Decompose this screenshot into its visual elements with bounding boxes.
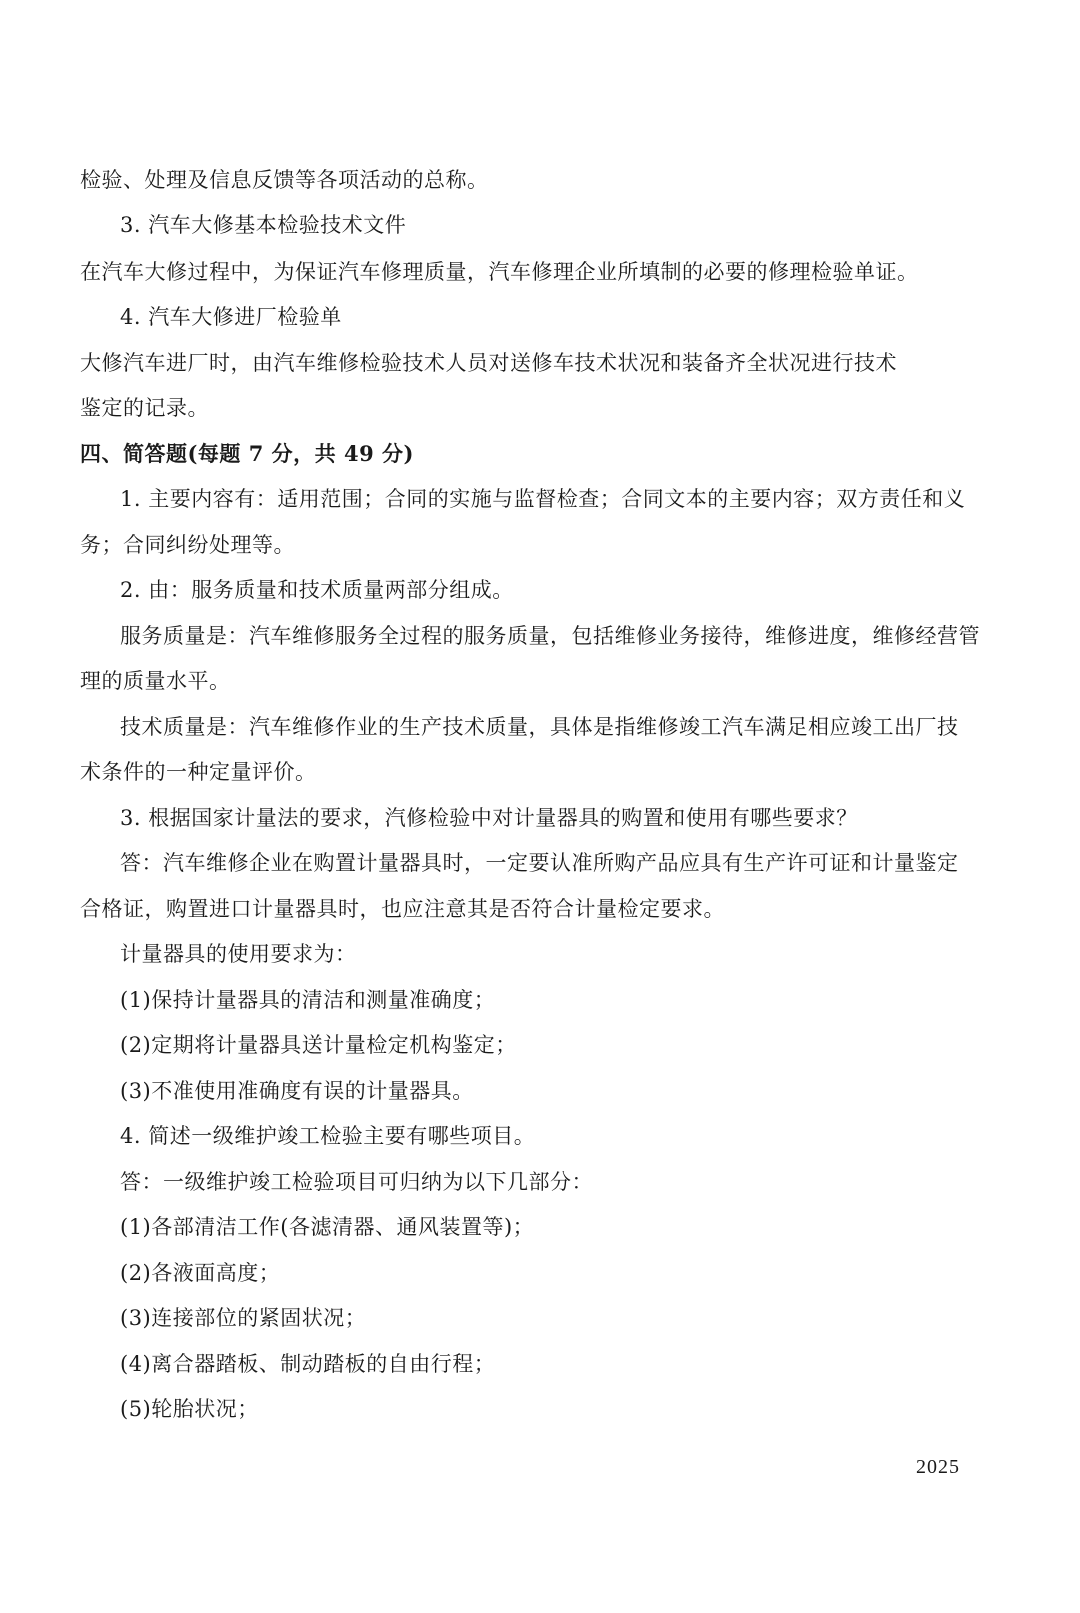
text-line: 务；合同纠纷处理等。 (80, 533, 295, 557)
text-line: 2. 由：服务质量和技术质量两部分组成。 (120, 578, 514, 602)
text-line: 服务质量是：汽车维修服务全过程的服务质量，包括维修业务接待，维修进度，维修经营管 (120, 624, 980, 648)
text-line: 大修汽车进厂时，由汽车维修检验技术人员对送修车技术状况和装备齐全状况进行技术 (80, 351, 897, 375)
list-item: (4)离合器踏板、制动踏板的自由行程； (120, 1352, 496, 1376)
list-item: (2)定期将计量器具送计量检定机构鉴定； (120, 1033, 517, 1057)
text-line: 鉴定的记录。 (80, 396, 209, 420)
text-line: 术条件的一种定量评价。 (80, 760, 317, 784)
text-line: 4. 汽车大修进厂检验单 (120, 305, 342, 329)
text-line: 检验、处理及信息反馈等各项活动的总称。 (80, 168, 489, 192)
list-item: (1)各部清洁工作(各滤清器、通风装置等)； (120, 1215, 535, 1239)
list-item: (2)各液面高度； (120, 1261, 281, 1285)
page-number: 2025 (916, 1456, 960, 1478)
text-line: 在汽车大修过程中，为保证汽车修理质量，汽车修理企业所填制的必要的修理检验单证。 (80, 260, 919, 284)
text-line: 技术质量是：汽车维修作业的生产技术质量，具体是指维修竣工汽车满足相应竣工出厂技 (120, 715, 959, 739)
text-line: 1. 主要内容有：适用范围；合同的实施与监督检查；合同文本的主要内容；双方责任和义 (120, 487, 966, 511)
text-line: 合格证，购置进口计量器具时，也应注意其是否符合计量检定要求。 (80, 897, 725, 921)
text-line: 计量器具的使用要求为： (120, 942, 357, 966)
list-item: (5)轮胎状况； (120, 1397, 259, 1421)
text-line: 答：汽车维修企业在购置计量器具时，一定要认准所购产品应具有生产许可证和计量鉴定 (120, 851, 959, 875)
list-item: (3)不准使用准确度有误的计量器具。 (120, 1079, 474, 1103)
list-item: (3)连接部位的紧固状况； (120, 1306, 367, 1330)
list-item: (1)保持计量器具的清洁和测量准确度； (120, 988, 496, 1012)
text-line: 答：一级维护竣工检验项目可归纳为以下几部分： (120, 1170, 593, 1194)
text-line: 理的质量水平。 (80, 669, 231, 693)
text-line: 3. 根据国家计量法的要求，汽修检验中对计量器具的购置和使用有哪些要求？ (120, 806, 858, 830)
text-line: 4. 简述一级维护竣工检验主要有哪些项目。 (120, 1124, 536, 1148)
section-heading: 四、简答题(每题 7 分，共 49 分) (80, 441, 414, 466)
text-line: 3. 汽车大修基本检验技术文件 (120, 213, 407, 237)
